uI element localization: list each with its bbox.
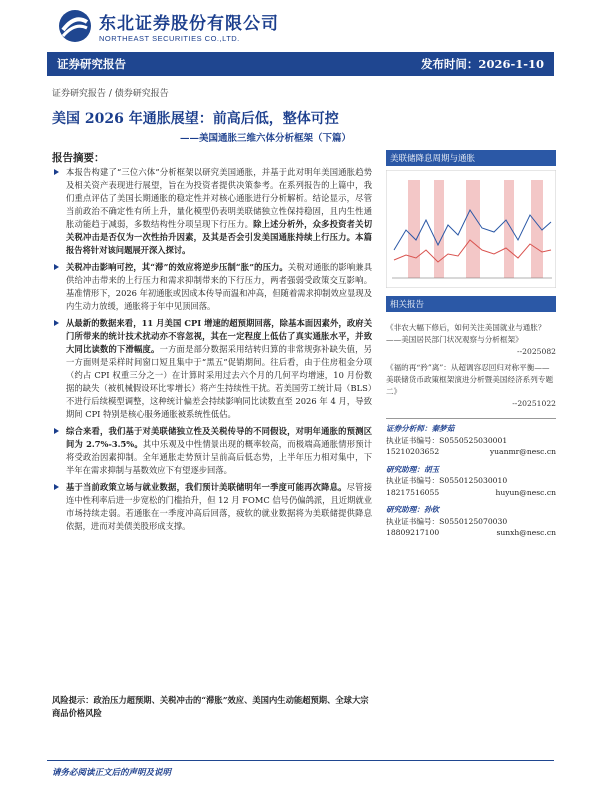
sidebar: [386, 150, 556, 545]
related-report-link[interactable]: 《非农大幅下修后，如何关注美国就业与通胀？——美国居民部门状况观察与分析框架》 --2025082: [386, 323, 556, 356]
company-logo-icon: [57, 8, 93, 44]
brand-name-en: NORTHEAST SECURITIES CO.,LTD.: [99, 34, 240, 43]
email-link[interactable]: yuanmr@nesc.cn: [489, 447, 556, 456]
banner-publish-date: 发布时间：2026-1-10: [420, 57, 544, 71]
email-link[interactable]: sunxh@nesc.cn: [496, 528, 556, 537]
footer-disclaimer-link[interactable]: 请务必阅读正文后的声明及说明: [52, 768, 172, 778]
related-reports: [386, 322, 556, 410]
summary-paragraph: 基于当前政策立场与就业数据，我们预计美联储明年一季度可能再次降息。尽管接连中性利率后进一步宽松的门槛抬升，但 12 月 FOMC 信号仍偏鸽派，且近期就业市场持续走弱。若通胀在一季度冲高后回落，疲软的就业数据将为美联储提供降息依据，进而对美债美股形成支撑。: [52, 481, 372, 533]
risk-warning: 风险提示：政治压力超预期、关税冲击的“滞胀”效应、美国内生动能超预期、全球大宗商品价格风险: [52, 695, 369, 718]
brand-header: [57, 8, 279, 44]
inflation-chart-image: [386, 170, 556, 288]
analyst-entry: 证券分析师：秦梦茹 执业证书编号：S0550525030001 15210203652 yuanmr@nesc.cn: [386, 424, 556, 456]
page-subtitle: ——美国通胀三维六体分析框架（下篇）: [180, 133, 352, 144]
breadcrumb: 证券研究报告 / 债券研究报告: [52, 89, 169, 99]
chart-heading: 美联储降息周期与通胀: [386, 150, 556, 166]
analyst-list: [386, 418, 556, 539]
analyst-entry: 研究助理：孙钦 执业证书编号：S0550125070030 18809217100 sunxh@nesc.cn: [386, 505, 556, 537]
brand-name-cn: 东北证券股份有限公司: [99, 14, 279, 34]
email-link[interactable]: huyun@nesc.cn: [495, 487, 556, 497]
summary-paragraph: 综合来看，我们基于对美联储独立性及关税传导的不同假设，对明年通胀的预测区间为 2.7%-3.5%。其中乐观及中性情景出现的概率较高，而极端高通胀情形预计将受政治因素抑制。全年通胀走势预计呈前高后低态势，上半年压力相对集中，下半年在需求抑制与基数效应下有望逐步回落。: [52, 425, 372, 477]
related-heading: 相关报告: [386, 296, 556, 312]
report-banner: [47, 52, 554, 76]
banner-report-type: 证券研究报告: [57, 57, 126, 71]
page-title: 美国 2026 年通胀展望：前高后低，整体可控: [52, 111, 339, 127]
footer-divider: [47, 760, 554, 761]
summary-paragraph: 关税冲击影响可控，其“滞”的效应将逆步压制“胀”的压力。关税对通胀的影响兼具供给冲击带来的上行压力和需求抑制带来的下行压力，两者强弱受政策交互影响。基准情形下，2026 年初通胀或因成本传导而温和冲高，但随着需求抑制效应显现及内生动力放缓，通胀将于年中见顶回落。: [52, 261, 372, 313]
related-report-link[interactable]: 《福的再“矜”离”：从超调容忍回归对称平衡——美联储货币政策框架演进分析暨美国经济系列专题二》 --20251022: [386, 363, 556, 408]
summary-paragraph: 本报告构建了“三位六体”分析框架以研究美国通胀，并基于此对明年美国通胀趋势及相关资产表现进行展望，旨在为投资者提供决策参考。在系列报告的上篇中，我们重点评估了美国长期通胀的稳定性并对核心通胀进行分析解析。结论显示，尽管当前政治不确定性有所上升，量化模型仍表明美联储独立性保持稳固，且内生性通胀动能趋于减弱，多数结构性分项呈现下行压力。除上述分析外，众多投资者关切关税冲击是否仅为一次性抬升因素，及其是否会引发美国通胀持续上行压力。本篇报告将针对该问题展开深入探讨。: [52, 166, 372, 257]
summary-paragraph: 从最新的数据来看，11 月美国 CPI 增速的超预期回落，除基本面因素外，政府关门所带来的统计技术扰动亦不容忽视，其在一定程度上低估了真实通胀水平，并致大同比读数的下滑幅度。一方面是部分数据采用结转归算的非常规弥补缺失值，另一方面则是采样时间窗口短且集中于“黑五”促销期间。往后看，由于住房租金分项（约占 CPI 权重三分之一）在计算时采用过去六个月的几何平均增速，10 月份数据的缺失（被机械假设环比零增长）将产生持续性干扰。若美国劳工统计局（BLS）不进行后续模型调整，这种统计偏差会持续影响同比读数直至 2026 年 4 月，导致期间 CPI 特别是核心服务通胀被系统性低估。: [52, 317, 372, 421]
summary-heading: 报告摘要：: [52, 152, 105, 164]
summary-body: [52, 166, 372, 537]
analyst-entry: 研究助理：胡玉 执业证书编号：S0550125030010 18217516055 huyun@nesc.cn: [386, 464, 556, 497]
